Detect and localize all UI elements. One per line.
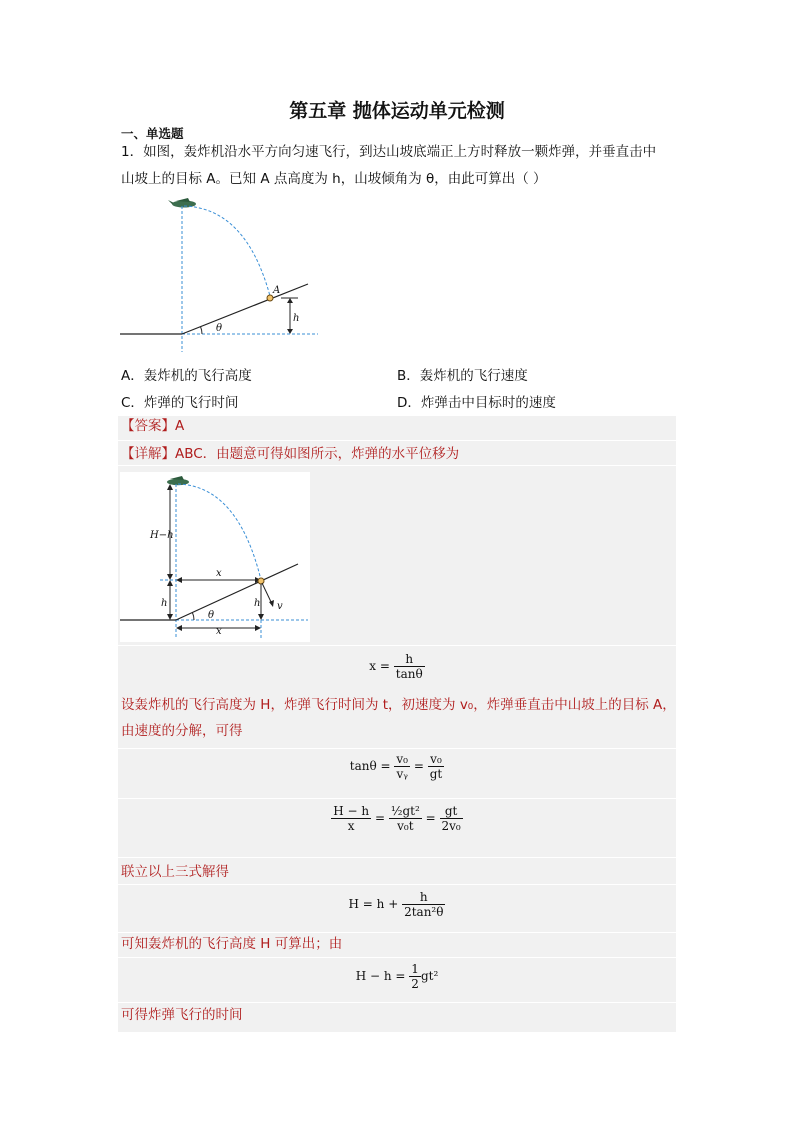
label-x: x [216,626,222,637]
divider [118,932,676,933]
option-a[interactable]: A．轰炸机的飞行高度 [121,368,252,384]
velocity-arrow [262,583,272,604]
solution-figure [120,472,310,642]
formula-tan: tanθ = $\frac{\text{v₀}}{\text{vᵧ}}$ = $\frac{\text{v₀}}{gt}$ [349,752,443,781]
divider [118,645,676,646]
divider [118,748,676,749]
divider [118,440,676,441]
label-theta: θ [208,610,215,621]
label-h: h [293,313,300,324]
target-a-point [258,578,264,584]
label-h-right: h [254,598,261,609]
explanation-line-4: 可知轰炸机的飞行高度 H 可算出；由 [121,936,343,952]
trajectory-curve [178,484,261,580]
question-text [121,139,681,193]
divider [118,798,676,799]
option-d[interactable]: D．炸弹击中目标时的速度 [397,395,556,411]
formula-time: H − h = $\frac{1}{2}$ gt² [355,962,439,991]
answer-line [121,416,184,436]
section-heading: 一、单选题 [121,126,184,141]
formula-ratio: $\frac{H - h}{x}$ = $\frac{\text{½gt²}}{\text{v₀t}}$ = $\frac{gt}{\text{2v₀}}$ [333,804,461,833]
divider [118,884,676,885]
explanation-line-1: 设轰炸机的飞行高度为 H，炸弹飞行时间为 t，初速度为 v₀，炸弹垂直击中山坡上的目标 A， [121,697,676,713]
detail-text: ABC．由题意可得如图所示，炸弹的水平位移为 [175,446,460,462]
page-title: 第五章 抛体运动单元检测 [289,100,505,122]
detail-line [121,444,459,464]
answer-value: A [175,418,185,434]
label-h: h [161,598,168,609]
label-v: v [277,601,283,612]
divider [118,1002,676,1003]
divider [118,957,676,958]
formula-x: x = $\frac{h}{\tan\theta}$ [369,652,423,681]
label-theta: θ [216,323,223,334]
trajectory-curve [184,206,270,296]
label-a: A [273,285,281,296]
label-x: x [216,568,222,579]
divider [118,857,676,858]
divider [118,465,676,466]
airplane-icon [167,476,189,485]
option-b[interactable]: B．轰炸机的飞行速度 [397,368,528,384]
angle-arc [201,327,203,334]
formula-h: H = h + $\frac{h}{\text{2tan²θ}}$ [348,890,444,919]
detail-tag: 【详解】 [121,446,175,462]
question-line-1: 1．如图，轰炸机沿水平方向匀速飞行，到达山坡底端正上方时释放一颗炸弹，并垂直击中 [121,144,657,160]
h-arrow-up [287,298,293,303]
answer-tag: 【答案】 [121,418,175,434]
question-figure [118,192,328,358]
explanation-line-3: 联立以上三式解得 [121,864,229,880]
question-line-2: 山坡上的目标 A。已知 A 点高度为 h，山坡倾角为 θ，由此可算出（ ） [121,171,547,187]
explanation-line-2: 由速度的分解，可得 [121,723,243,739]
explanation-line-5: 可得炸弹飞行的时间 [121,1007,243,1023]
angle-arc [192,613,194,620]
label-h-minus-h: H−h [150,530,174,541]
h-arrow-down [287,329,293,334]
option-c[interactable]: C．炸弹的飞行时间 [121,395,239,411]
